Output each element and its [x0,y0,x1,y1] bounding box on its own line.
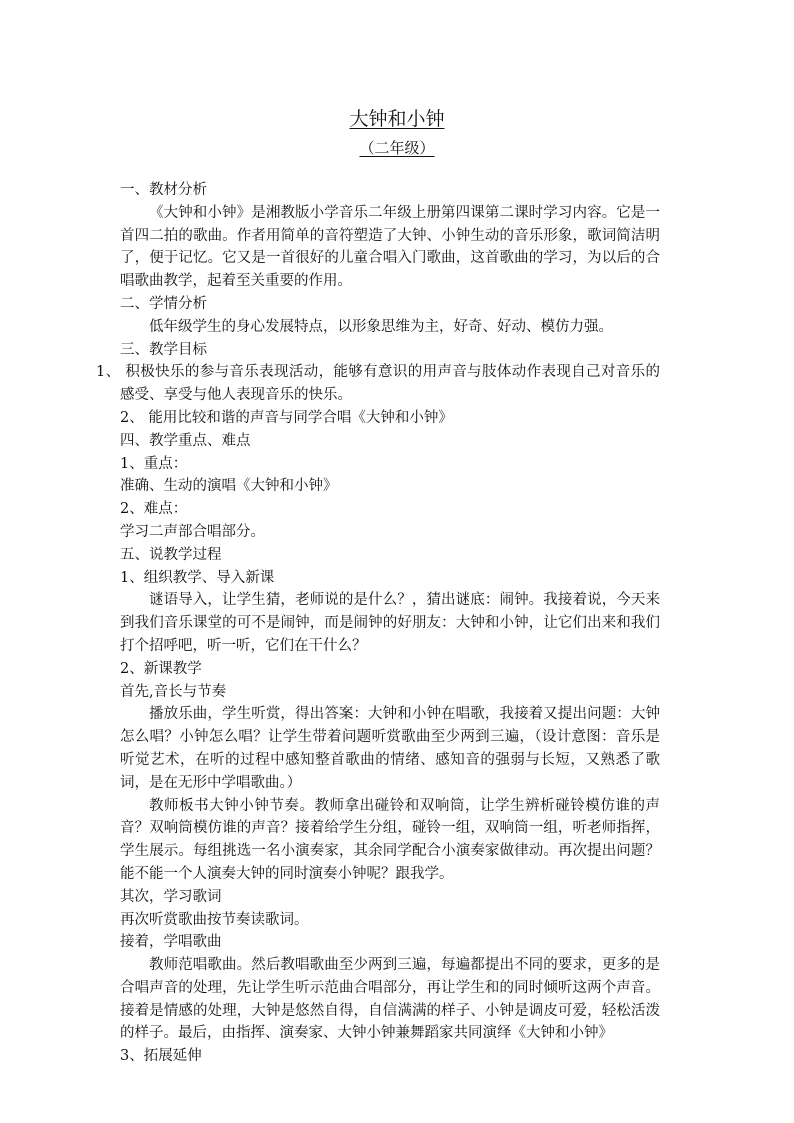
process-step-1: 1、组织教学、导入新课 [120,569,275,586]
process-third-paragraph: 教师范唱歌曲。然后教唱歌曲至少两到三遍，每遍都提出不同的要求，更多的是合唱声音的处理，先让学生听示范曲合唱部分，再让学生和的同时倾听这两个声音。接着是情感的处理，大钟是悠然自得，自信满满的样子、小钟是调皮可爱，轻松活泼的样子。最后，由指挥、演奏家、大钟小钟兼舞蹈家共同演绎《大钟和小钟》 [120,957,660,1042]
difficulty-text: 学习二声部合唱部分。 [120,523,265,540]
goal-item-2: 2、 能用比较和谐的声音与同学合唱《大钟和小钟》 [120,409,453,426]
section-heading-process: 五、说教学过程 [120,546,222,563]
key-point-text: 准确、生动的演唱《大钟和小钟》 [120,478,338,495]
process-first-paragraph-2: 教师板书大钟小钟节奏。教师拿出碰铃和双响筒，让学生辨析碰铃模仿谁的声音？双响筒模仿谁的声音？接着给学生分组，碰铃一组，双响筒一组，听老师指挥，学生展示。每组挑选一名小演奏家，其余同学配合小演奏家做律动。再次提出问题？能不能一个人演奏大钟的同时演奏小钟呢？跟我学。 [120,797,660,882]
process-step-3: 3、拓展延伸 [120,1048,202,1065]
process-first-paragraph-1: 播放乐曲，学生听赏，得出答案：大钟和小钟在唱歌，我接着又提出问题：大钟怎么唱？小钟怎么唱？让学生带着问题听赏歌曲至少两到三遍，（设计意图：音乐是听觉艺术，在听的过程中感知整首歌曲的情绪、感知音的强弱与长短，又熟悉了歌词，是在无形中学唱歌曲。） [120,706,660,791]
process-second-paragraph: 再次听赏歌曲按节奏读歌词。 [120,911,309,928]
process-first-heading: 首先,音长与节奏 [120,683,227,700]
process-third-heading: 接着，学唱歌曲 [120,934,222,951]
materials-paragraph: 《大钟和小钟》是湘教版小学音乐二年级上册第四课第二课时学习内容。它是一首四二拍的歌曲。作者用简单的音符塑造了大钟、小钟生动的音乐形象，歌词简洁明了，便于记忆。它又是一首很好的儿童合唱入门歌曲，这首歌曲的学习，为以后的合唱歌曲教学，起着至关重要的作用。 [120,204,660,290]
title-text: 大钟和小钟 [349,108,445,130]
document-body [96,179,660,1068]
section-heading-materials: 一、教材分析 [120,182,207,198]
key-point-label: 1、重点： [120,455,188,472]
section-heading-students: 二、学情分析 [120,295,207,312]
process-step-1-text: 谜语导入，让学生猜，老师说的是什么？，猜出谜底：闹钟。我接着说，今天来到我们音乐课堂的可不是闹钟，而是闹钟的好朋友：大钟和小钟，让它们出来和我们打个招呼吧，听一听，它们在干什么？ [120,592,660,654]
page-subtitle [0,137,794,159]
students-paragraph: 低年级学生的身心发展特点，以形象思维为主，好奇、好动、模仿力强。 [149,318,613,335]
process-step-2: 2、新课教学 [120,660,202,677]
goal-item-1: 1、 积极快乐的参与音乐表现活动，能够有意识的用声音与肢体动作表现自己对音乐的感受、享受与他人表现音乐的快乐。 [96,364,660,404]
subtitle-text: （二年级） [359,139,435,157]
process-second-heading: 其次，学习歌词 [120,888,222,905]
section-heading-keypoints: 四、教学重点、难点 [120,432,251,449]
section-heading-goals: 三、教学目标 [120,341,207,358]
difficulty-label: 2、难点： [120,501,188,518]
page-title [0,106,794,132]
